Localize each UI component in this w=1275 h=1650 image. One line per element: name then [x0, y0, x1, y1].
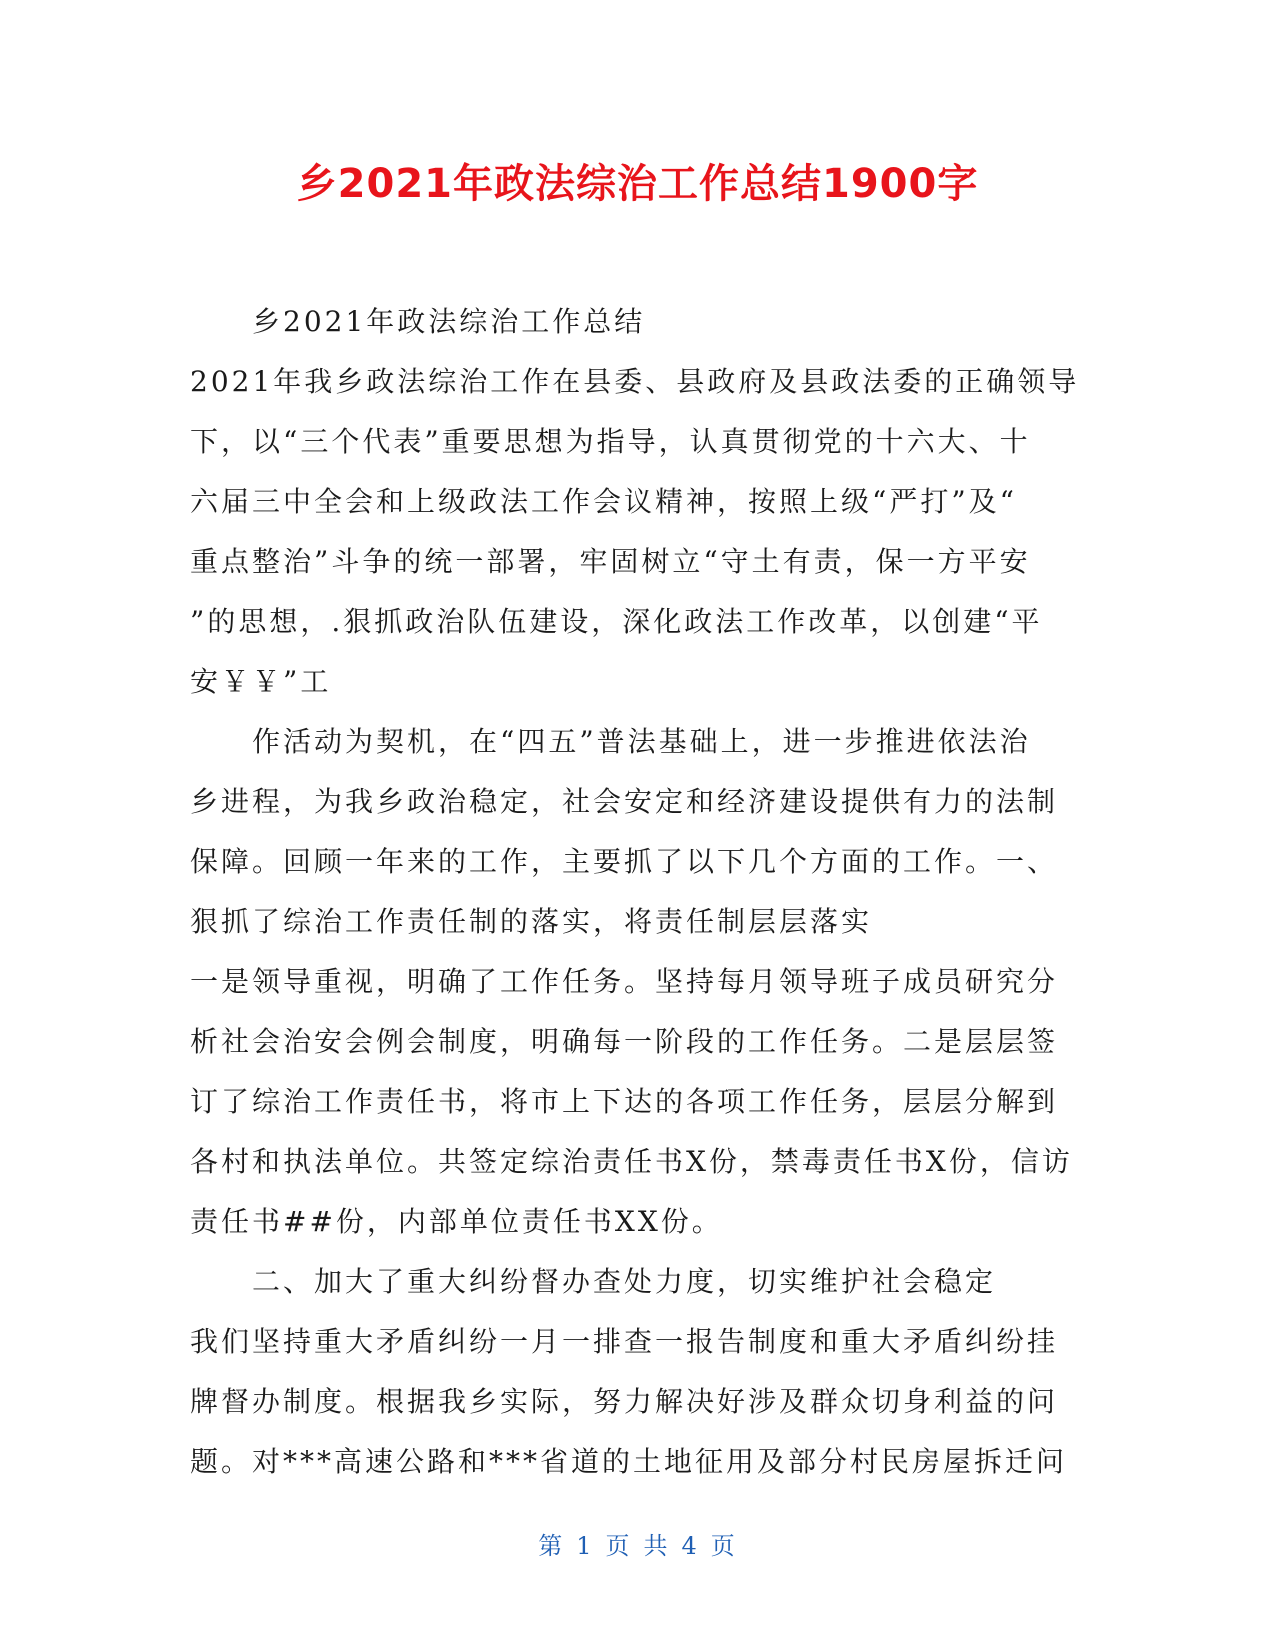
footer-total-label: 共 [643, 1532, 670, 1560]
body-line: 责任书##份，内部单位责任书XX份。 [190, 1205, 723, 1238]
document-body [190, 292, 1080, 1492]
body-line: 狠抓了综治工作责任制的落实，将责任制层层落实 [190, 905, 873, 938]
body-line: 我们坚持重大矛盾纠纷一月一排查一报告制度和重大矛盾纠纷挂 [190, 1325, 1059, 1358]
body-line: 一是领导重视，明确了工作任务。坚持每月领导班子成员研究分 [190, 965, 1059, 998]
body-line: 各村和执法单位。共签定综治责任书X份，禁毒责任书X份，信访 [190, 1145, 1073, 1178]
body-line: 保障。回顾一年来的工作，主要抓了以下几个方面的工作。一、 [190, 845, 1059, 878]
footer-total-number: 4 [681, 1532, 699, 1560]
body-line: 二、加大了重大纠纷督办查处力度，切实维护社会稳定 [252, 1265, 997, 1298]
footer-page-unit: 页 [605, 1532, 632, 1560]
body-line: 重点整治”斗争的统一部署，牢固树立“守土有责，保一方平安 [190, 545, 1031, 578]
body-line: 安￥￥”工 [190, 665, 332, 698]
body-line: 下，以“三个代表”重要思想为指导，认真贯彻党的十六大、十 [190, 425, 1031, 458]
page-footer [0, 1530, 1275, 1562]
footer-total-unit: 页 [710, 1532, 737, 1560]
body-line: 作活动为契机，在“四五”普法基础上，进一步推进依法治 [252, 725, 1031, 758]
body-line: 题。对***高速公路和***省道的土地征用及部分村民房屋拆迁问 [190, 1445, 1068, 1478]
body-line: 2021年我乡政法综治工作在县委、县政府及县政法委的正确领导 [190, 365, 1080, 398]
body-line: 乡2021年政法综治工作总结 [252, 305, 646, 338]
body-line: 牌督办制度。根据我乡实际，努力解决好涉及群众切身利益的问 [190, 1385, 1059, 1418]
document-title: 乡2021年政法综治工作总结1900字 [296, 161, 979, 207]
footer-page-label: 第 [538, 1532, 565, 1560]
body-line: 订了综治工作责任书，将市上下达的各项工作任务，层层分解到 [190, 1085, 1059, 1118]
body-line: 六届三中全会和上级政法工作会议精神，按照上级“严打”及“ [190, 485, 1017, 518]
body-line: 析社会治安会例会制度，明确每一阶段的工作任务。二是层层签 [190, 1025, 1059, 1058]
body-line: 乡进程，为我乡政治稳定，社会安定和经济建设提供有力的法制 [190, 785, 1059, 818]
footer-page-number: 1 [576, 1532, 594, 1560]
body-line: ”的思想，.狠抓政治队伍建设，深化政法工作改革，以创建“平 [190, 605, 1043, 638]
